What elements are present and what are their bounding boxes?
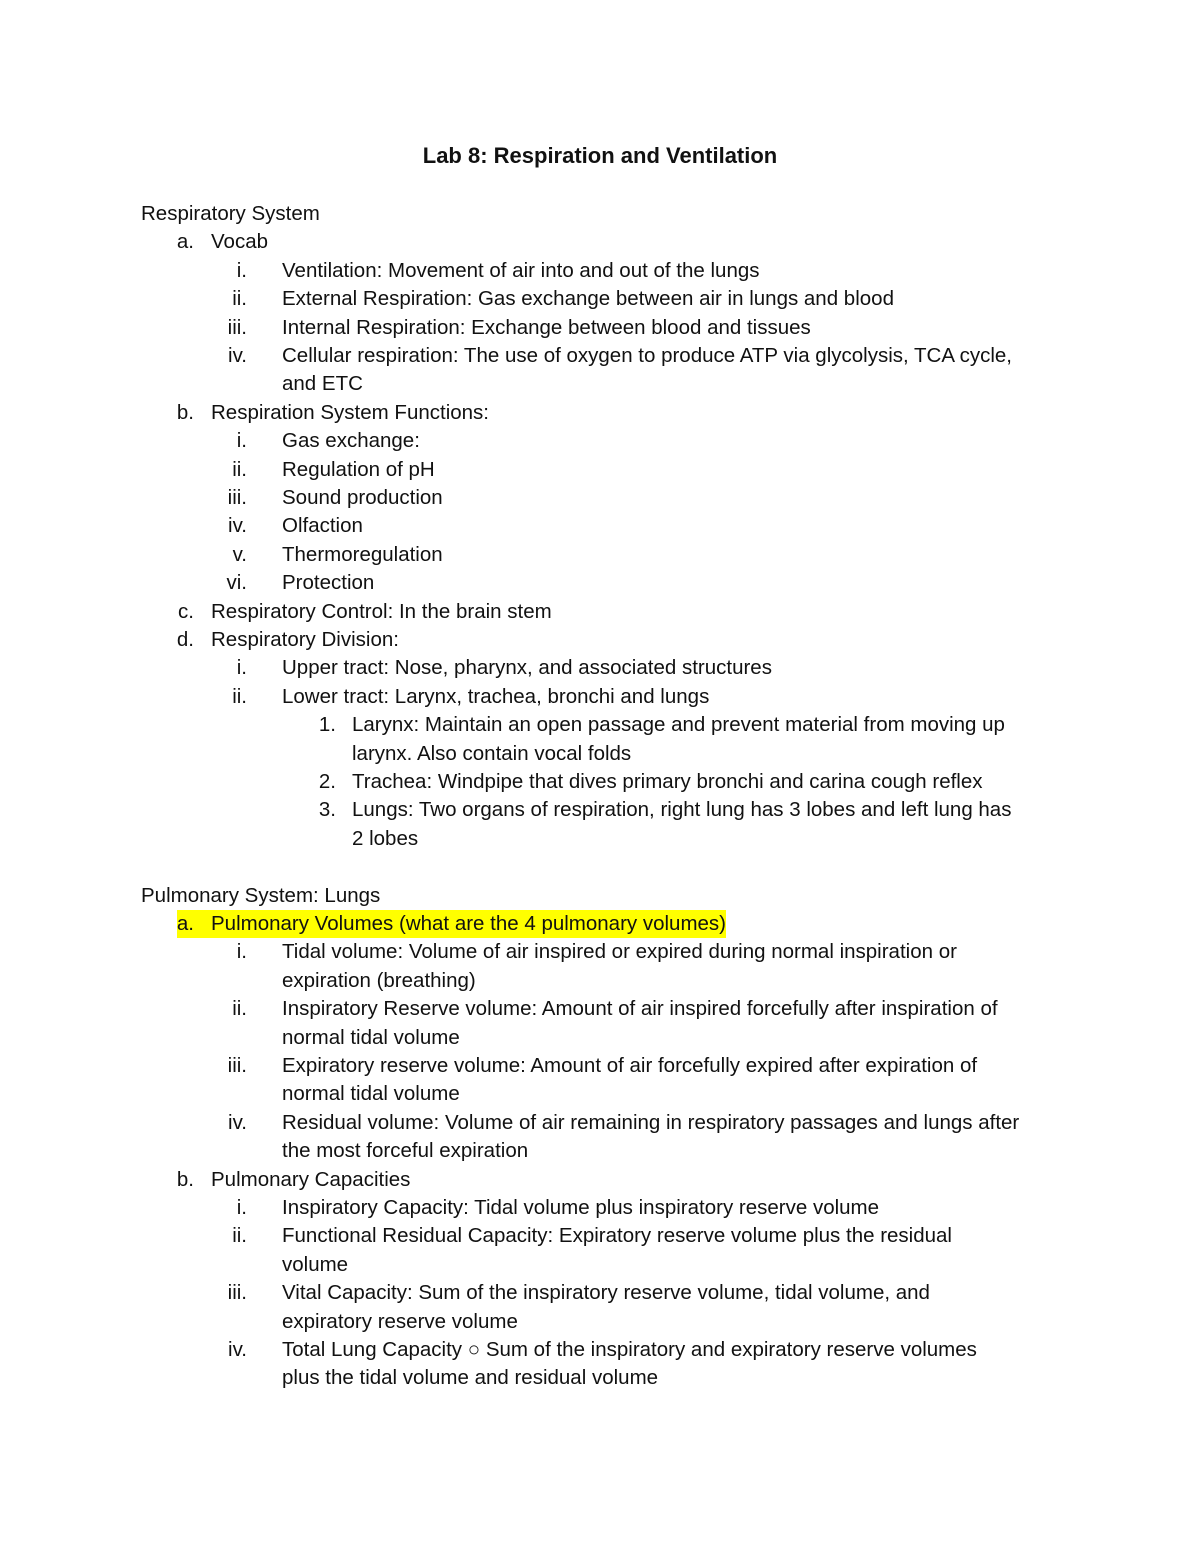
list-text: Respiratory System [141,202,320,225]
list-marker: a. [177,910,194,938]
list-text: normal tidal volume [282,1082,460,1106]
list-text: Vocab [211,230,268,254]
list-marker: ii. [232,1224,247,1248]
list-marker: 1. [318,713,336,737]
list-text: and ETC [282,372,363,396]
list-text: Larynx: Maintain an open passage and prevent material from moving up [352,713,1005,737]
list-marker: iii. [227,315,247,339]
list-text: Vital Capacity: Sum of the inspiratory reserve volume, tidal volume, and [282,1281,930,1305]
list-marker: iv. [228,344,247,367]
list-marker: ii. [232,457,247,481]
list-text: Gas exchange: [282,429,420,453]
list-marker: b. [176,400,194,424]
list-text: Functional Residual Capacity: Expiratory reserve volume plus the residual [282,1224,952,1248]
list-text: Olfaction [282,514,363,538]
list-text: the most forceful expiration [282,1139,529,1163]
page-title: Lab 8: Respiration and Ventilation [422,143,778,168]
list-text: Pulmonary Capacities [211,1167,411,1191]
list-text: Trachea: Windpipe that dives primary bronchi and carina cough reflex [352,770,983,793]
list-marker: 2. [318,770,336,793]
list-marker: iii. [227,486,247,509]
list-marker: i. [236,656,247,680]
list-text: expiration (breathing) [282,968,476,992]
list-text: Protection [282,571,375,595]
list-text: Upper tract: Nose, pharynx, and associated structures [282,656,772,680]
list-marker: v. [232,542,247,566]
list-text: 2 lobes [352,826,419,850]
list-marker: iii. [227,1281,247,1305]
list-text: Lungs: Two organs of respiration, right lung has 3 lobes and left lung has [352,798,1012,822]
list-marker: ii. [232,684,247,708]
highlight-gap [192,910,211,938]
list-text: Pulmonary System: Lungs [141,883,381,907]
list-marker: iv. [228,514,247,538]
list-text: Tidal volume: Volume of air inspired or expired during normal inspiration or [282,940,957,964]
list-text: Respiratory Control: In the brain stem [211,599,552,623]
list-marker: b. [176,1167,194,1191]
list-marker: i. [236,258,247,282]
list-text: Inspiratory Reserve volume: Amount of air inspired forcefully after inspiration of [282,997,998,1021]
list-marker: a. [176,230,194,254]
list-text: Respiratory Division: [211,628,399,651]
list-text: expiratory reserve volume [282,1309,518,1333]
list-marker: iv. [228,1110,247,1134]
list-marker: c. [178,599,194,623]
list-text: External Respiration: Gas exchange between air in lungs and blood [282,287,894,311]
list-marker: iii. [227,1054,247,1077]
list-text: larynx. Also contain vocal folds [352,741,632,765]
list-marker: i. [236,940,247,964]
list-text: Cellular respiration: The use of oxygen to produce ATP via glycolysis, TCA cycle, [282,344,1013,367]
list-text: Sound production [282,486,443,509]
list-marker: ii. [232,287,247,311]
list-text: Total Lung Capacity ○ Sum of the inspiratory and expiratory reserve volumes [282,1338,977,1361]
list-text: normal tidal volume [282,1025,460,1049]
list-text: Thermoregulation [282,542,443,566]
list-marker: 3. [318,798,336,822]
list-marker: ii. [232,997,247,1021]
list-text: Ventilation: Movement of air into and out of the lungs [282,258,760,282]
list-text: Inspiratory Capacity: Tidal volume plus inspiratory reserve volume [282,1196,880,1219]
list-text: plus the tidal volume and residual volume [282,1366,659,1390]
list-text: Pulmonary Volumes (what are the 4 pulmonary volumes) [211,910,726,938]
list-marker: iv. [228,1338,247,1361]
list-text: Lower tract: Larynx, trachea, bronchi and lungs [282,684,710,708]
list-text: Expiratory reserve volume: Amount of air forcefully expired after expiration of [282,1054,978,1077]
list-text: Internal Respiration: Exchange between blood and tissues [282,315,811,339]
list-text: Residual volume: Volume of air remaining in respiratory passages and lungs after [282,1110,1020,1134]
list-text: volume [282,1252,349,1276]
list-marker: i. [236,1196,247,1219]
list-marker: i. [236,429,247,453]
list-text: Respiration System Functions: [211,400,490,424]
list-marker: d. [176,628,194,651]
list-marker: vi. [226,571,247,595]
list-text: Regulation of pH [282,457,435,481]
